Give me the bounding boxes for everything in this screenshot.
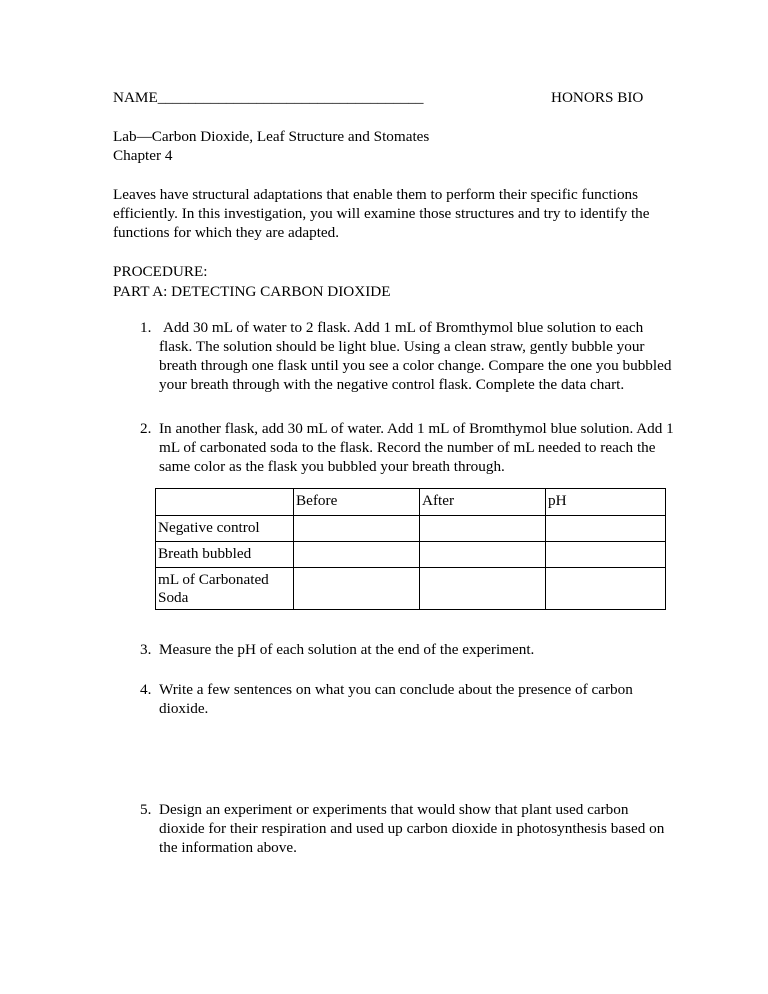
lab-title-block [113,127,429,165]
lab-title: Lab—Carbon Dioxide, Leaf Structure and Stomates [113,128,430,145]
step-number: 4. [140,681,152,698]
part-a-heading: PART A: DETECTING CARBON DIOXIDE [113,283,391,300]
table-row [156,516,666,542]
step-number: 2. [140,420,152,437]
step-number: 1. [140,319,152,336]
course-label: HONORS BIO [551,89,644,106]
table-row [156,568,666,610]
procedure-heading: PROCEDURE: [113,263,208,280]
table-header-cell [156,489,294,516]
row-label: mL of Carbonated Soda [156,568,294,610]
step-text: Write a few sentences on what you can conclude about the presence of carbon dioxide. [159,681,633,717]
step-number: 3. [140,641,152,658]
data-cell[interactable] [420,542,546,568]
data-cell[interactable] [294,568,420,610]
data-cell[interactable] [294,542,420,568]
name-field-label: NAME___________________________________ [113,89,424,106]
data-chart [155,488,666,610]
data-cell[interactable] [420,516,546,542]
step-text: Add 30 mL of water to 2 flask. Add 1 mL of Bromthymol blue solution to each flask. The solution should be light blue. Using a clean straw, gently bubble your breath through one flask until you see a color change. Compare the one you bubbled your breath through with the negative control flask. Complete the data chart. [159,319,672,393]
step-text: Design an experiment or experiments that would show that plant used carbon dioxide for their respiration and used up carbon dioxide in photosynthesis based on the information above. [159,801,665,856]
table-header-cell: pH [546,489,666,516]
chapter-label: Chapter 4 [113,147,173,164]
step-number: 5. [140,801,152,818]
table-header-cell: Before [294,489,420,516]
step-text: Measure the pH of each solution at the end of the experiment. [159,641,535,658]
row-label: Negative control [156,516,294,542]
row-label: Breath bubbled [156,542,294,568]
data-cell[interactable] [546,568,666,610]
step-text: In another flask, add 30 mL of water. Add 1 mL of Bromthymol blue solution. Add 1 mL of carbonated soda to the flask. Record the number of mL needed to reach the same color as the flask you bubbled your breath through. [159,420,674,475]
data-cell[interactable] [546,542,666,568]
data-cell[interactable] [420,568,546,610]
table-header-cell: After [420,489,546,516]
table-header-row [156,489,666,516]
data-cell[interactable] [294,516,420,542]
table-row [156,542,666,568]
intro-paragraph: Leaves have structural adaptations that enable them to perform their specific functions efficiently. In this investigation, you will examine those structures and try to identify the functions for which they are adapted. [113,186,650,241]
data-cell[interactable] [546,516,666,542]
